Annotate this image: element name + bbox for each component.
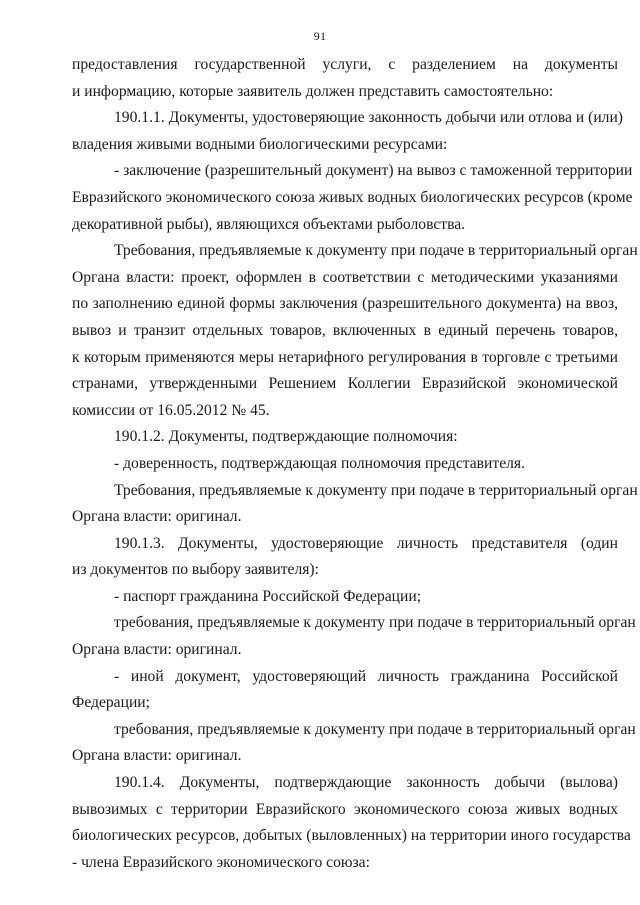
text-line: Требования, предъявляемые к документу при подаче в территориальный орган: [114, 481, 638, 499]
text-line: - заключение (разрешительный документ) на вывоз с таможенной территории: [114, 162, 633, 180]
text-line: Органа власти: оригинал.: [72, 747, 242, 765]
text-line: к которым применяются меры нетарифного регулирования в торговле с третьими: [72, 348, 618, 366]
text-line: странами, утвержденными Решением Коллегии Евразийской экономической: [72, 375, 618, 393]
text-line: Евразийского экономического союза живых водных биологических ресурсов (кроме: [72, 188, 633, 206]
text-line: декоративной рыбы), являющихся объектами рыболовства.: [72, 215, 466, 233]
text-line: 190.1.2. Документы, подтверждающие полномочия:: [114, 428, 458, 446]
text-line: вывоз и транзит отдельных товаров, включенных в единый перечень товаров,: [72, 321, 618, 339]
text-line: Органа власти: оригинал.: [72, 641, 242, 659]
document-body: [72, 52, 638, 876]
text-line: - иной документ, удостоверяющий личность гражданина Российской: [114, 667, 618, 685]
text-line: вывозимых с территории Евразийского экономического союза живых водных: [72, 800, 618, 818]
text-line: требования, предъявляемые к документу при подаче в территориальный орган: [114, 720, 636, 738]
text-line: - паспорт гражданина Российской Федерации;: [114, 587, 422, 605]
text-line: владения живыми водными биологическими ресурсами:: [72, 135, 448, 153]
page-number: 91: [313, 29, 327, 43]
text-line: Требования, предъявляемые к документу при подаче в территориальный орган: [114, 242, 638, 260]
text-line: Органа власти: оригинал.: [72, 508, 242, 526]
text-line: комиссии от 16.05.2012 № 45.: [72, 401, 270, 419]
text-line: Органа власти: проект, оформлен в соответствии с методическими указаниями: [72, 268, 618, 286]
text-line: 190.1.1. Документы, удостоверяющие законность добычи или отлова и (или): [114, 109, 623, 127]
text-line: Федерации;: [72, 694, 150, 712]
text-line: 190.1.3. Документы, удостоверяющие личность представителя (один: [114, 534, 618, 552]
text-line: из документов по выбору заявителя):: [72, 561, 319, 579]
text-line: предоставления государственной услуги, с разделением на документы: [72, 56, 618, 73]
text-line: требования, предъявляемые к документу при подаче в территориальный орган: [114, 614, 636, 632]
text-line: биологических ресурсов, добытых (выловленных) на территории иного государства: [72, 827, 631, 845]
text-line: - доверенность, подтверждающая полномочия представителя.: [114, 454, 525, 472]
text-line: по заполнению единой формы заключения (разрешительного документа) на ввоз,: [72, 295, 618, 313]
text-line: и информацию, которые заявитель должен представить самостоятельно:: [72, 82, 554, 100]
text-line: - члена Евразийского экономического союза:: [72, 853, 370, 871]
text-line: 190.1.4. Документы, подтверждающие законность добычи (вылова): [114, 774, 618, 792]
